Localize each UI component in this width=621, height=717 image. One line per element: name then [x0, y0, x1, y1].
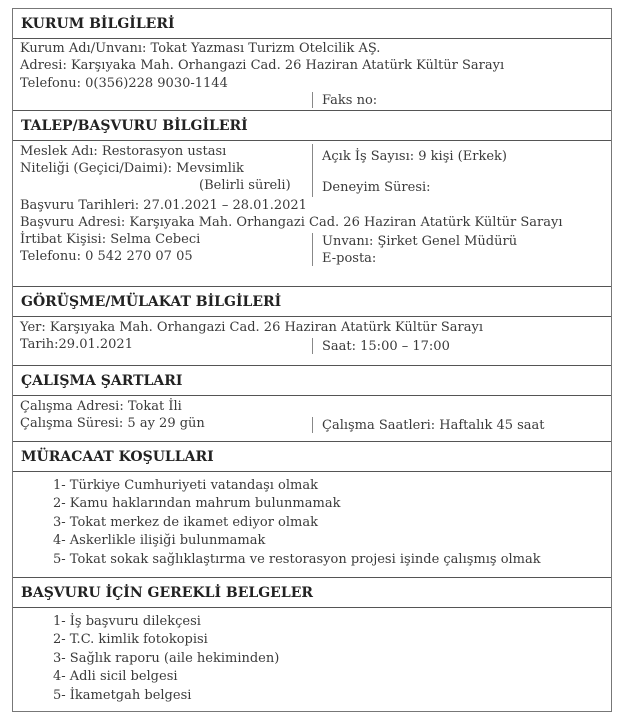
kurum-adres: Adresi: Karşıyaka Mah. Orhangazi Cad. 26 Haziran Atatürk Kültür Sarayı — [20, 58, 505, 73]
section-header-muracaat: MÜRACAAT KOŞULLARI — [13, 441, 611, 472]
talep-nitelik-detay: (Belirli süreli) — [199, 178, 291, 193]
kurum-faks: Faks no: — [322, 93, 378, 108]
talep-tarihler: Başvuru Tarihleri: 27.01.2021 – 28.01.2021 — [20, 198, 307, 213]
talep-irtibat: İrtibat Kişisi: Selma Cebeci — [20, 232, 201, 247]
list-item: 1- İş başvuru dilekçesi — [53, 614, 201, 629]
divider — [312, 144, 313, 197]
section-header-gorusme: GÖRÜŞME/MÜLAKAT BİLGİLERİ — [13, 286, 611, 317]
list-item: 1- Türkiye Cumhuriyeti vatandaşı olmak — [53, 478, 318, 493]
list-item: 5- Tokat sokak sağlıklaştırma ve restorasyon projesi işinde çalışmış olmak — [53, 552, 541, 567]
kurum-telefon: Telefonu: 0(356)228 9030-1144 — [20, 76, 228, 91]
calisma-sure: Çalışma Süresi: 5 ay 29 gün — [20, 416, 205, 431]
list-item: 2- T.C. kimlik fotokopisi — [53, 632, 208, 647]
talep-acik-is: Açık İş Sayısı: 9 kişi (Erkek) — [322, 149, 507, 164]
section-header-belgeler: BAŞVURU İÇİN GEREKLİ BELGELER — [13, 577, 611, 608]
list-item: 5- İkametgah belgesi — [53, 688, 192, 703]
calisma-adres: Çalışma Adresi: Tokat İli — [20, 399, 182, 414]
talep-meslek: Meslek Adı: Restorasyon ustası — [20, 144, 227, 159]
list-item: 3- Sağlık raporu (aile hekiminden) — [53, 651, 280, 666]
list-item: 3- Tokat merkez de ikamet ediyor olmak — [53, 515, 318, 530]
list-item: 4- Adli sicil belgesi — [53, 669, 178, 684]
gorusme-saat: Saat: 15:00 – 17:00 — [322, 339, 450, 354]
section-header-calisma: ÇALIŞMA ŞARTLARI — [13, 365, 611, 396]
talep-unvan: Unvanı: Şirket Genel Müdürü — [322, 234, 518, 249]
calisma-saatleri: Çalışma Saatleri: Haftalık 45 saat — [322, 418, 545, 433]
talep-nitelik: Niteliği (Geçici/Daimi): Mevsimlik — [20, 161, 244, 176]
divider — [312, 92, 313, 108]
talep-adres: Başvuru Adresi: Karşıyaka Mah. Orhangazi Cad. 26 Haziran Atatürk Kültür Sarayı — [20, 215, 563, 230]
gorusme-tarih: Tarih:29.01.2021 — [20, 337, 133, 352]
application-form — [12, 8, 612, 712]
talep-telefon: Telefonu: 0 542 270 07 05 — [20, 249, 193, 264]
talep-eposta: E-posta: — [322, 251, 377, 266]
section-header-kurum: KURUM BİLGİLERİ — [13, 9, 611, 39]
divider — [312, 233, 313, 266]
list-item: 4- Askerlikle ilişiği bulunmamak — [53, 533, 266, 548]
kurum-adi: Kurum Adı/Unvanı: Tokat Yazması Turizm Otelcilik AŞ. — [20, 41, 381, 56]
section-header-talep: TALEP/BAŞVURU BİLGİLERİ — [13, 110, 611, 141]
list-item: 2- Kamu haklarından mahrum bulunmamak — [53, 496, 341, 511]
divider — [312, 417, 313, 433]
gorusme-yer: Yer: Karşıyaka Mah. Orhangazi Cad. 26 Haziran Atatürk Kültür Sarayı — [20, 320, 484, 335]
talep-deneyim: Deneyim Süresi: — [322, 180, 431, 195]
divider — [312, 338, 313, 354]
